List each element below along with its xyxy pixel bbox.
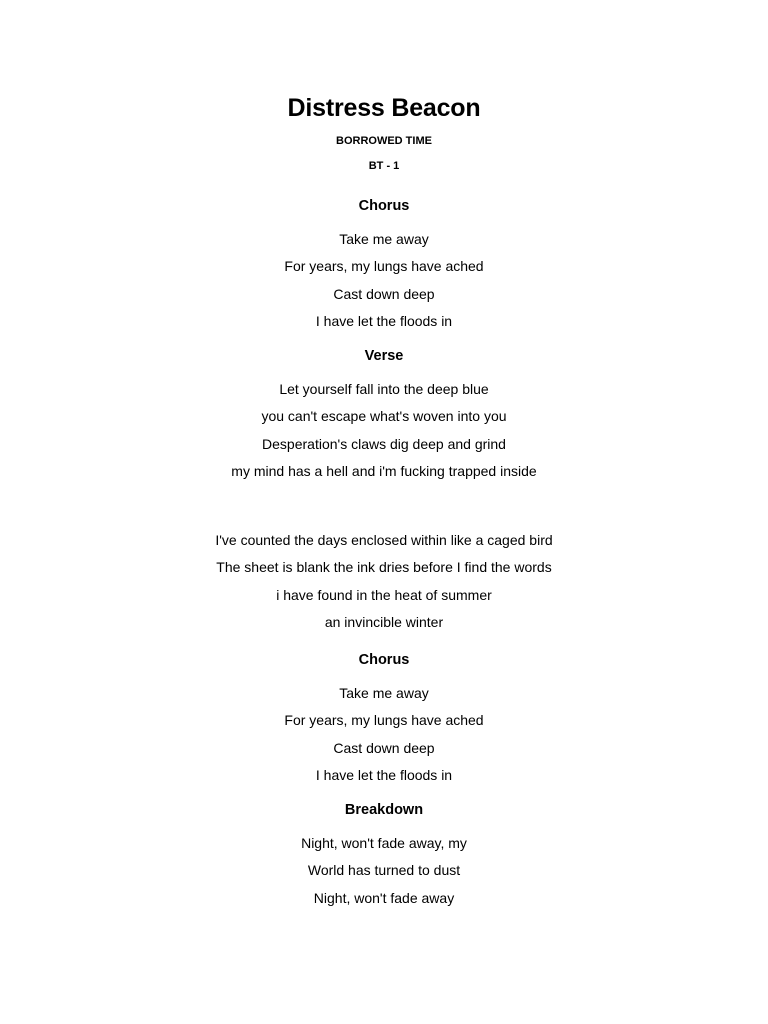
section-chorus-1 bbox=[0, 196, 768, 336]
lyric-lines bbox=[0, 376, 768, 486]
section-heading: Breakdown bbox=[344, 802, 424, 818]
lyric-line: you can't escape what's woven into you bbox=[261, 408, 507, 425]
lyric-line: i have found in the heat of summer bbox=[276, 586, 492, 603]
track-code: BT - 1 bbox=[368, 160, 400, 172]
lyric-line: Desperation's claws dig deep and grind bbox=[262, 435, 506, 452]
lyric-line: Cast down deep bbox=[333, 739, 435, 756]
lyric-line: I have let the floods in bbox=[315, 767, 453, 784]
lyric-line: The sheet is blank the ink dries before I find the words bbox=[216, 559, 552, 576]
lyric-line: I've counted the days enclosed within like a caged bird bbox=[215, 532, 553, 548]
section-breakdown bbox=[0, 800, 768, 912]
lyric-lines bbox=[0, 680, 768, 790]
lyric-line: Night, won't fade away, my bbox=[301, 835, 467, 851]
section-heading: Verse bbox=[364, 348, 404, 364]
lyric-line: Cast down deep bbox=[333, 285, 435, 302]
lyric-line: Take me away bbox=[339, 685, 429, 701]
lyric-line: For years, my lungs have ached bbox=[284, 258, 484, 275]
lyric-line: Night, won't fade away bbox=[313, 889, 455, 906]
lyric-lines bbox=[0, 830, 768, 912]
lyric-line: For years, my lungs have ached bbox=[284, 712, 484, 729]
section-verse bbox=[0, 346, 768, 486]
section-verse-continued bbox=[0, 527, 768, 637]
section-chorus-2 bbox=[0, 650, 768, 790]
lyric-line: Take me away bbox=[339, 231, 429, 247]
lyric-line: my mind has a hell and i'm fucking trapped inside bbox=[231, 463, 537, 480]
section-heading: Chorus bbox=[358, 652, 410, 668]
lyric-lines bbox=[0, 527, 768, 637]
lyric-lines bbox=[0, 226, 768, 336]
lyric-line: I have let the floods in bbox=[315, 313, 453, 330]
album-name: BORROWED TIME bbox=[336, 135, 432, 147]
lyric-line: Let yourself fall into the deep blue bbox=[279, 381, 489, 397]
song-title: Distress Beacon bbox=[287, 94, 481, 122]
lyric-line: World has turned to dust bbox=[307, 862, 461, 879]
lyric-line: an invincible winter bbox=[324, 614, 444, 631]
section-heading: Chorus bbox=[358, 198, 410, 214]
